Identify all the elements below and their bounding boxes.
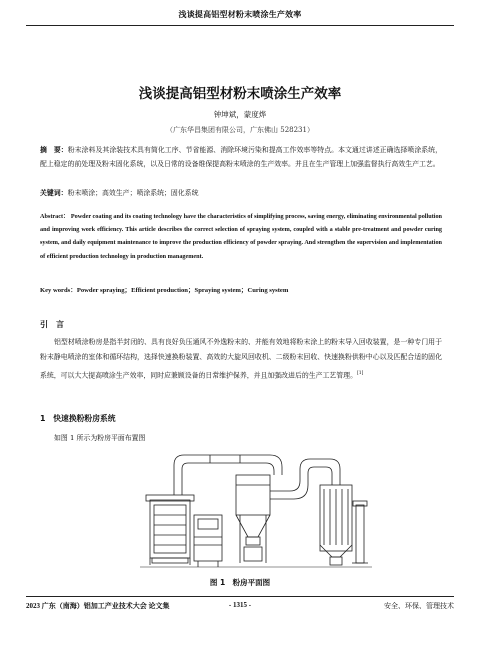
figure-caption: 图 1 粉房平面图	[209, 578, 271, 587]
abstract-cn-label: 摘 要：	[40, 146, 68, 154]
paper-title: 浅谈提高铝型材粉末喷涂生产效率	[138, 86, 342, 102]
exhaust-stack-drawing	[352, 501, 368, 563]
footer-section: 安全、环保、管理技术	[384, 602, 454, 610]
keywords-cn	[40, 187, 442, 197]
intro-heading: 引 言	[40, 320, 64, 329]
intro-paragraph	[40, 335, 442, 383]
keywords-cn-label: 关键词：	[40, 189, 68, 197]
keywords-en-label: Key words：	[40, 287, 77, 294]
duct-filter-drawing	[270, 459, 340, 499]
spray-booth-drawing	[146, 495, 194, 565]
section1-text: 如图 1 所示为粉房平面布置图	[54, 434, 146, 442]
paper-authors: 钟坤斌，蒙度烨	[213, 110, 267, 119]
running-header: 浅谈提高铝型材粉末喷涂生产效率	[178, 10, 302, 19]
footer-conference: 2023 广东（南海）铝加工产业技术大会 论文集	[26, 602, 170, 610]
header-rule	[26, 25, 454, 26]
abstract-cn-text: 粉末涂料及其涂装技术具有简化工序、节省能源、消除环境污染和提高工作效率等特点。本文通过讲述正确选择喷涂系统，配上稳定的前处理及粉末固化系统，以及日常的设备维保提高粉末喷涂的生产效率。并且在生产管理上加强监督执行高效生产工艺。	[40, 146, 443, 169]
abstract-en-text: Powder coating and its coating technology have the characteristics of simplifying process, saving energy, eliminating environmental pollution and improving work efficiency. This article describes the correct selection of spraying system, coupled with a stable pre-treatment and powder curing system, and daily equipment maintenance to improve the production efficiency of powder spraying. And strengthen the supervision and implementation of efficient production technology in production management.	[40, 213, 443, 260]
abstract-en-label: Abstract：	[40, 213, 70, 220]
cyclone-drawing	[236, 475, 270, 563]
section1-heading: 1 快速换粉粉房系统	[40, 414, 116, 423]
intro-ref: [1]	[356, 370, 364, 376]
filter-unit-drawing	[320, 485, 352, 565]
powder-booth-figure	[90, 445, 390, 575]
abstract-en	[40, 210, 442, 263]
keywords-en	[40, 284, 442, 294]
paper-affiliation: （广东华昌集团有限公司，广东佛山 528231）	[166, 126, 314, 134]
footer-page-number: - 1315 -	[228, 601, 252, 609]
abstract-cn	[40, 143, 442, 172]
powder-feed-center-drawing	[194, 515, 222, 567]
keywords-en-text: Powder spraying；Efficient production；Spraying system；Curing system	[76, 287, 289, 294]
footer-rule	[26, 596, 454, 597]
keywords-cn-text: 粉末喷涂；高效生产；喷涂系统；固化系统	[67, 189, 199, 197]
intro-text: 铝型材喷涂粉房是指半封闭的、具有良好负压通风不外逸粉末的、并能有效地将粉末涂上的粉末导入回收装置，是一种专门用于粉末静电喷涂的室体和循环结构，选择快速换粉装置、高效的大旋风回收机、二级粉末回收、快速换粉供粉中心以及匹配合适的固化系统，可以大大提高喷涂生产效率，同时应兼顾设备的日常维护保养，并且加强改进后的生产工艺管理。	[40, 338, 442, 379]
